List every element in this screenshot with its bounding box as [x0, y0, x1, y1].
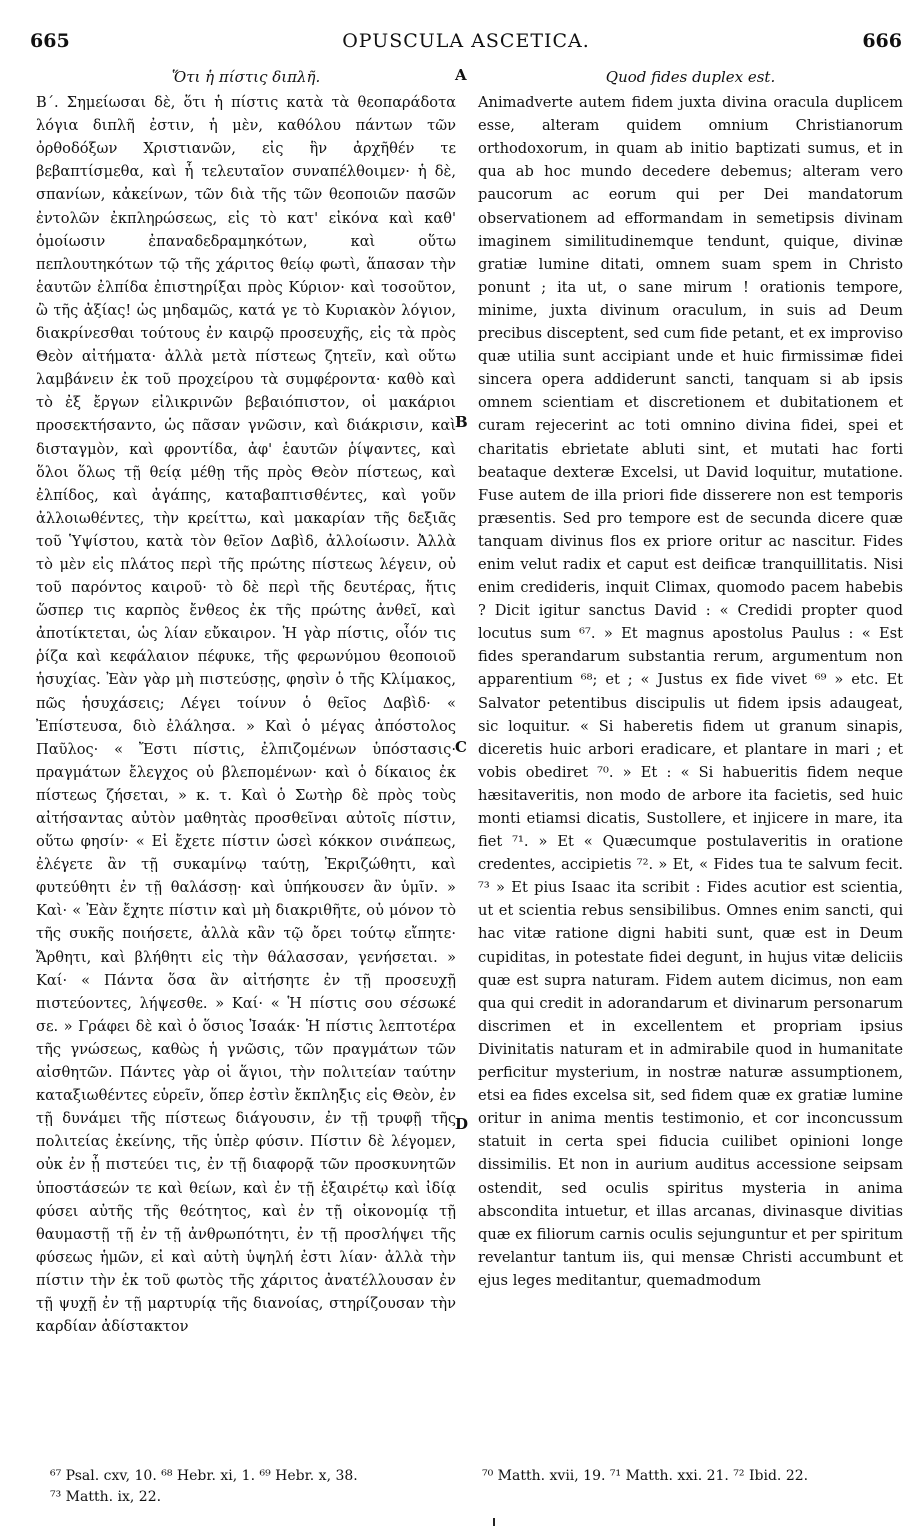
footnote-line: ⁷⁰ Matth. xvii, 19. ⁷¹ Matth. xxi. 21. ⁷² Ibid. 22.	[482, 1468, 809, 1484]
margin-letter-b: B	[455, 413, 468, 431]
footnotes-right	[482, 1466, 902, 1487]
greek-column	[36, 66, 456, 1338]
margin-letter-c: C	[455, 738, 467, 756]
running-title: OPUSCULA ASCETICA.	[342, 30, 590, 52]
greek-paragraph: Β΄. Σημείωσαι δὲ, ὅτι ἡ πίστις κατὰ τὰ θεοπαράδοτα λόγια διπλῆ ἐστιν, ἡ μὲν, καθόλου πάντων τῶν ὀρθοδόξων Χριστιανῶν, εἰς ἣν ἀρχῆθέν τε βεβαπτίσμεθα, καὶ ἧ τελευταῖον συναπέλθοιμεν· ἡ δὲ, σπανίων, κἀκείνων, τῶν διὰ τῆς τῶν θεοποιῶν πασῶν ἐντολῶν ἐκπληρώσεως, εἰς τὸ κατ' εἰκόνα καὶ καθ' ὁμοίωσιν ἐπαναδεδραμηκότων, καὶ οὕτω πεπλουτηκότων τῷ τῆς χάριτος θείῳ φωτὶ, ἅπασαν τὴν ἑαυτῶν ἐλπίδα ἐπιστηρίξαι πρὸς Κύριον· καὶ τοσοῦτον, ὢ τῆς ἀξίας! ὡς μηδαμῶς, κατά γε τὸ Κυριακὸν λόγιον, διακρίνεσθαι τούτους ἐν καιρῷ προσευχῆς, εἰς τὰ πρὸς Θεὸν αἰτήματα· ἀλλὰ μετὰ πίστεως ζητεῖν, καὶ οὕτω λαμβάνειν ἐκ τοῦ προχείρου τὰ συμφέροντα· καθὸ καὶ τὸ ἐξ ἔργων εἰλικρινῶν βεβαιόπιστον, οἱ μακάριοι προσεκτήσαντο, ὡς πᾶσαν γνῶσιν, καὶ διάκρισιν, καὶ δισταγμὸν, καὶ φροντίδα, ἀφ' ἑαυτῶν ῥίψαντες, καὶ ὅλοι ὅλως τῇ θείᾳ μέθῃ τῆς πρὸς Θεὸν πίστεως, καὶ ἐλπίδος, καὶ ἀγάπης, καταβαπτισθέντες, καὶ γοῦν ἀλλοιωθέντες, τὴν κρείττω, καὶ μακαρίαν τῆς δεξιᾶς τοῦ Ὑψίστου, κατὰ τὸν θεῖον Δαβὶδ, ἀλλοίωσιν. Ἀλλὰ τὸ μὲν εἰς πλάτος περὶ τῆς πρώτης πίστεως λέγειν, οὐ τοῦ παρόντος καιροῦ· τὸ δὲ περὶ τῆς δευτέρας, ἥτις ὥσπερ τις καρπὸς ἔνθεος ἐκ τῆς πρώτης ἀνθεῖ, καὶ ἀποτίκτεται, ὡς λίαν εὔκαιρον. Ἡ γὰρ πίστις, οἷόν τις ῥίζα καὶ κεφάλαιον πέφυκε, τῆς φερωνύμου θεοποιοῦ ἡσυχίας. Ἐὰν γὰρ μὴ πιστεύσῃς, φησὶν ὁ τῆς Κλίμακος, πῶς ἡσυχάσεις; Λέγει τοίνυν ὁ θεῖος Δαβὶδ· « Ἐπίστευσα, διὸ ἐλάλησα. » Καὶ ὁ μέγας ἀπόστολος Παῦλος· « Ἔστι πίστις, ἐλπιζομένων ὑπόστασις· πραγμάτων ἔλεγχος οὐ βλεπομένων· καὶ ὁ δίκαιος ἐκ πίστεως ζήσεται, » κ. τ. Καὶ ὁ Σωτὴρ δὲ πρὸς τοὺς αἰτήσαντας αὐτὸν μαθητὰς προσθεῖναι αὐτοῖς πίστιν, οὕτω φησίν· « Εἰ ἔχετε πίστιν ὡσεὶ κόκκον σινάπεως, ἐλέγετε ἂν τῇ συκαμίνῳ ταύτῃ, Ἐκριζώθητι, καὶ φυτεύθητι ἐν τῇ θαλάσσῃ· καὶ ὑπήκουσεν ἂν ὑμῖν. » Καὶ· « Ἐὰν ἔχητε πίστιν καὶ μὴ διακριθῆτε, οὐ μόνον τὸ τῆς συκῆς ποιήσετε, ἀλλὰ κἂν τῷ ὄρει τούτῳ εἴπητε· Ἄρθητι, καὶ βλήθητι εἰς τὴν θάλασσαν, γενήσεται. » Καί· « Πάντα ὅσα ἂν αἰτήσητε ἐν τῇ προσευχῇ πιστεύοντες, λήψεσθε. » Καί· « Ἡ πίστις σου σέσωκέ σε. » Γράφει δὲ καὶ ὁ ὅσιος Ἰσαάκ· Ἡ πίστις λεπτοτέρα τῆς γνώσεως, καθὼς ἡ γνῶσις, τῶν πραγμάτων τῶν αἰσθητῶν. Πάντες γὰρ οἱ ἅγιοι, τὴν πολιτείαν ταύτην καταξιωθέντες εὑρεῖν, ὅπερ ἐστὶν ἔκπληξις εἰς Θεὸν, ἐν τῇ δυνάμει τῆς πίστεως διάγουσιν, ἐν τῇ τρυφῇ τῆς πολιτείας ἐκείνης, τῆς ὑπὲρ φύσιν. Πίστιν δὲ λέγομεν, οὐκ ἐν ᾗ πιστεύει τις, ἐν τῇ διαφορᾷ τῶν προσκυνητῶν ὑποστάσεών τε καὶ θείων, καὶ ἐν τῇ ἐξαιρέτῳ καὶ ἰδίᾳ φύσει αὐτῆς τῆς θεότητος, καὶ ἐν τῇ οἰκονομίᾳ τῇ θαυμαστῇ τῇ ἐν τῇ ἀνθρωπότητι, ἐν τῇ προσλήψει τῆς φύσεως ἡμῶν, εἰ καὶ αὐτὴ ὑψηλή ἐστι λίαν· ἀλλὰ τὴν πίστιν τὴν ἐκ τοῦ φωτὸς τῆς χάριτος ἀνατέλλουσαν ἐν τῇ ψυχῇ ἐν τῇ μαρτυρίᾳ τῆς διανοίας, στηρίζουσαν τὴν καρδίαν ἀδίστακτον	[36, 94, 456, 1336]
margin-letter-a: A	[455, 66, 467, 84]
greek-section-title: Ὅτι ἡ πίστις διπλῆ.	[171, 68, 321, 86]
latin-paragraph: Animadverte autem fidem juxta divina oracula duplicem esse, alteram quidem omnium Christianorum orthodoxorum, in quam ab initio baptizati sumus, et in qua ab hoc mundo decedere debemus; alteram vero paucorum ac eorum qui per Dei mandatorum observationem ad efformandam in semetipsis divinam imaginem similitudinemque tendunt, quique, divinæ gratiæ lumine ditati, omnem suam spem in Christo ponunt ; ita ut, o sane mirum ! orationis tempore, minime, juxta divinum oraculum, in suis ad Deum precibus disceptent, sed cum fide petant, et ex improviso quæ utilia sunt accipiant unde et huic firmissimæ fidei sincera opera addiderunt sancti, tanquam si ab ipsis omnem scientiam et discretionem et dubitationem et curam rejecerint ac toti omnino divina fidei, spei et charitatis ebrietate abluti sint, et mutati hac forti beataque dexteræ Excelsi, ut David loquitur, mutatione. Fuse autem de illa priori fide disserere non est temporis præsentis. Sed pro tempore est de secunda dicere quæ tanquam divinus flos ex priore oritur ac nascitur. Fides enim velut radix et caput est deificæ tranquillitatis. Nisi enim credideris, inquit Climax, quomodo pacem habebis ? Dicit igitur sanctus David : « Credidi propter quod locutus sum ⁶⁷. » Et magnus apostolus Paulus : « Est fides sperandarum substantia rerum, argumentum non apparentium ⁶⁸; et ; « Justus ex fide vivet ⁶⁹ » etc. Et Salvator petentibus discipulis ut fidem ipsis adaugeat, sic loquitur. « Si haberetis fidem ut granum sinapis, diceretis huic arbori eradicare, et plantare in mari ; et vobis obediret ⁷⁰. » Et : « Si habueritis fidem neque hæsitaveritis, non modo de arbore ita facietis, sed huic monti etiamsi dicatis, Sustollere, et injicere in mare, ita fiet ⁷¹. » Et « Quæcumque postulaveritis in oratione credentes, accipietis ⁷². » Et, « Fides tua te salvum fecit. ⁷³ » Et pius Isaac ita scribit : Fides acutior est scientia, ut et scientia rebus sensibilibus. Omnes enim sancti, qui hac vitæ ratione digni habiti sunt, quæ est in Deum cupiditas, in potestate fidei degunt, in hujus vitæ deliciis quæ est supra naturam. Fidem autem dicimus, non eam qua qui credit in adorandarum et divinarum personarum discrimen et in excellentem et propriam ipsius Divinitatis naturam et in admirabile quod in humanitate perficitur mysterium, in nostræ naturæ assumptionem, etsi ea fides excelsa sit, sed fidem quæ ex gratiæ lumine oritur in anima mentis testimonio, et cor inconcussum statuit in certa spei fiducia cuilibet opinioni longe dissimilis. Et non in aurium auditus accessione seipsam ostendit, sed oculis spiritus mysteria in anima abscondita intuetur, et illas arcanas, divinasque divitias quæ ex filiorum carnis oculis sejunguntur et per spiritum revelantur tantum iis, qui mensæ Christi accumbunt et ejus leges meditantur, quemadmodum	[478, 94, 903, 1289]
footnotes-left	[50, 1466, 450, 1508]
page-number-right: 666	[862, 30, 902, 52]
latin-section-title: Quod fides duplex est.	[605, 68, 776, 86]
page-header	[30, 30, 902, 60]
footnote-line: ⁷³ Matth. ix, 22.	[50, 1489, 162, 1505]
margin-letter-d: D	[455, 1115, 469, 1133]
footnote-line: ⁶⁷ Psal. cxv, 10. ⁶⁸ Hebr. xi, 1. ⁶⁹ Hebr. x, 38.	[50, 1468, 358, 1484]
latin-column	[478, 66, 903, 1292]
printer-mark	[493, 1518, 495, 1526]
page-number-left: 665	[30, 30, 70, 52]
